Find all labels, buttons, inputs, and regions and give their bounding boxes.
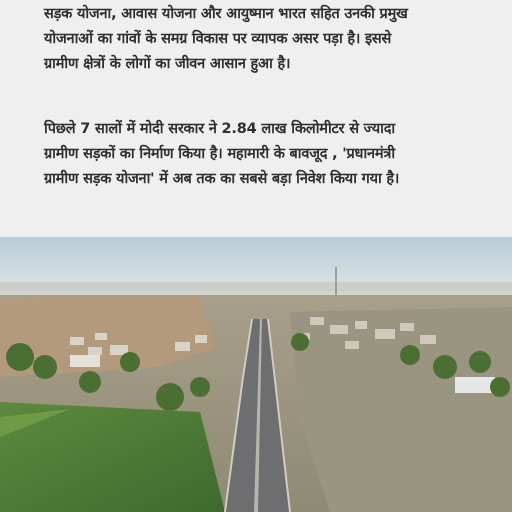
text-line: सड़क योजना, आवास योजना और आयुष्मान भारत सहित उनकी प्रमुख xyxy=(44,6,408,22)
text-line: पिछले 7 सालों में मोदी सरकार ने 2.84 लाख किलोमीटर से ज्यादा xyxy=(44,121,395,137)
text-line: योजनाओं का गांवों के समग्र विकास पर व्यापक असर पड़ा है। इससे xyxy=(44,31,392,47)
text-panel xyxy=(0,0,512,237)
paragraph-rural-roads xyxy=(44,117,484,192)
photo-illustration xyxy=(0,237,512,512)
text-line: ग्रामीण सड़क योजना' में अब तक का सबसे बड़ा निवेश किया गया है। xyxy=(44,171,400,187)
right-terrain xyxy=(290,307,512,512)
text-line: ग्रामीण क्षेत्रों के लोगों का जीवन आसान हुआ है। xyxy=(44,56,291,72)
paragraph-schemes-impact xyxy=(44,2,484,77)
aerial-road-photo xyxy=(0,237,512,512)
text-line: ग्रामीण सड़कों का निर्माण किया है। महामारी के बावजूद , 'प्रधानमंत्री xyxy=(44,146,395,162)
